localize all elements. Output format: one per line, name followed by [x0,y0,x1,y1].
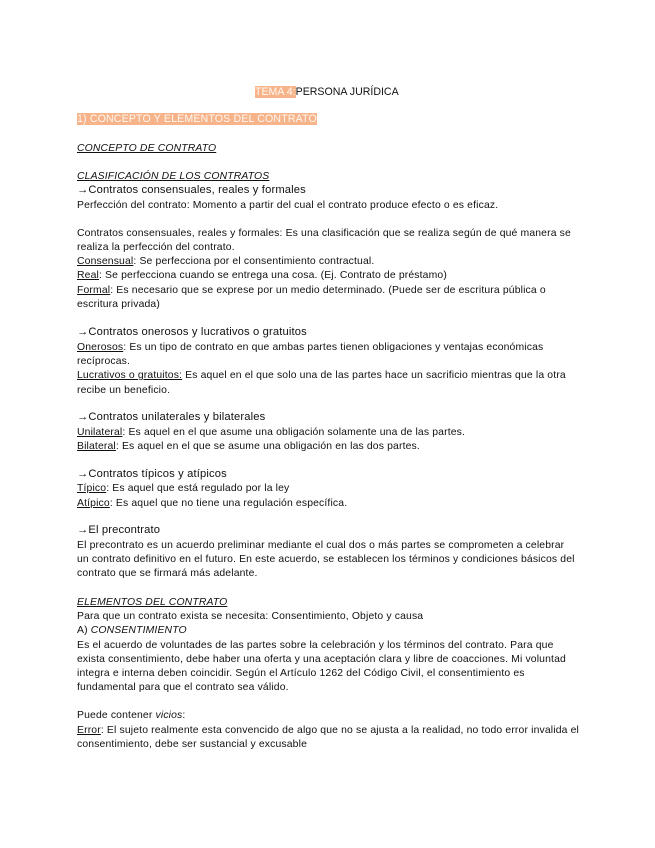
subheading-tipicos: →Contratos típicos y atípicos [77,468,227,480]
paragraph-line: recibe un beneficio. [77,385,171,396]
paragraph-line: consentimiento, debe ser sustancial y excusable [77,739,307,750]
term-onerosos: Onerosos [77,342,124,353]
vicios-prefix: Puede contener [77,710,156,721]
definition-text: : Es aquel que está regulado por la ley [106,483,290,494]
definition-text: Es aquel en el que solo una de las partes hace un sacrificio mientras que la otra [182,370,566,381]
paragraph-line: El precontrato es un acuerdo preliminar mediante el cual dos o más partes se comprometen a celebrar [77,540,565,551]
paragraph-line: realiza la perfección del contrato. [77,242,235,253]
page-title [255,86,399,98]
term-real: Real [77,270,99,281]
section-heading [77,113,317,126]
term-bilateral: Bilateral [77,441,116,452]
definition-atipico [77,497,347,510]
term-lucrativos: Lucrativos o gratuitos: [77,370,183,381]
vicios-word: vicios [155,710,183,721]
definition-error [77,724,579,737]
paragraph-line: exista consentimiento, debe haber una oferta y una aceptación clara y libre de coacciones. Mi voluntad [77,654,566,665]
definition-text: : Es un tipo de contrato en que ambas partes tienen obligaciones y ventajas económicas [123,342,544,353]
definition-text: : Es aquel en el que se asume una obligación en las dos partes. [115,441,420,452]
paragraph-line: integra e interna deben coincidir. Según el Artículo 1262 del Código Civil, el consentimiento es [77,668,525,679]
definition-text: : Es aquel en el que asume una obligación solamente una de las partes. [122,427,466,438]
definition-text: : Es necesario que se exprese por un medio determinado. (Puede ser de escritura pública o [110,285,546,296]
concepto-heading: CONCEPTO DE CONTRATO [77,143,217,154]
term-formal: Formal [77,285,111,296]
subheading-consensuales: →Contratos consensuales, reales y formales [77,184,306,196]
definition-formal [77,284,546,297]
subheading-consentimiento [77,624,187,637]
paragraph-line: fundamental para que el contrato sea válido. [77,682,289,693]
item-prefix: A) [77,625,91,636]
paragraph-line: escritura privada) [77,299,160,310]
term-consensual: Consensual [77,256,134,267]
definition-text: : El sujeto realmente esta convencido de algo que no se ajusta a la realidad, no todo error invalida el [100,725,579,736]
definition-consensual [77,255,374,268]
paragraph-line: Es el acuerdo de voluntades de las partes sobre la celebración y los términos del contrato. Para que [77,640,554,651]
subheading-unilaterales: →Contratos unilaterales y bilaterales [77,411,266,423]
paragraph-line: recíprocas. [77,356,131,367]
definition-lucrativos [77,369,566,382]
definition-unilateral [77,426,465,439]
vicios-line [77,709,185,722]
definition-text: : Se perfecciona por el consentimiento contractual. [133,256,375,267]
definition-tipico [77,482,289,495]
clasificacion-heading: CLASIFICACIÓN DE LOS CONTRATOS [77,171,270,182]
term-atipico: Atípico [77,498,110,509]
subheading-onerosos: →Contratos onerosos y lucrativos o gratuitos [77,326,307,338]
subheading-precontrato: →El precontrato [77,524,161,536]
definition-real [77,269,447,282]
tema-label: TEMA 4: [255,86,296,98]
paragraph-perfeccion: Perfección del contrato: Momento a partir del cual el contrato produce efecto o es eficaz. [77,200,499,211]
definition-text: : Se perfecciona cuando se entrega una cosa. (Ej. Contrato de préstamo) [98,270,447,281]
term-error: Error [77,725,101,736]
title-text: PERSONA JURÍDICA [295,86,399,98]
definition-onerosos [77,341,543,354]
definition-bilateral [77,440,420,453]
section-heading-text: 1) CONCEPTO Y ELEMENTOS DEL CONTRATO [77,113,317,125]
paragraph-line: contrato que se firmará más adelante. [77,568,258,579]
item-title: CONSENTIMIENTO [90,625,187,636]
paragraph-elementos-intro: Para que un contrato exista se necesita: Consentimiento, Objeto y causa [77,611,424,622]
term-unilateral: Unilateral [77,427,123,438]
term-tipico: Típico [77,483,107,494]
vicios-suffix: : [182,710,186,721]
paragraph-line: un contrato definitivo en el futuro. En este acuerdo, se establecen los términos y condiciones básicos del [77,554,575,565]
paragraph-line: Contratos consensuales, reales y formales: Es una clasificación que se realiza según de qué manera se [77,228,571,239]
elementos-heading: ELEMENTOS DEL CONTRATO [77,597,228,608]
definition-text: : Es aquel que no tiene una regulación específica. [109,498,348,509]
